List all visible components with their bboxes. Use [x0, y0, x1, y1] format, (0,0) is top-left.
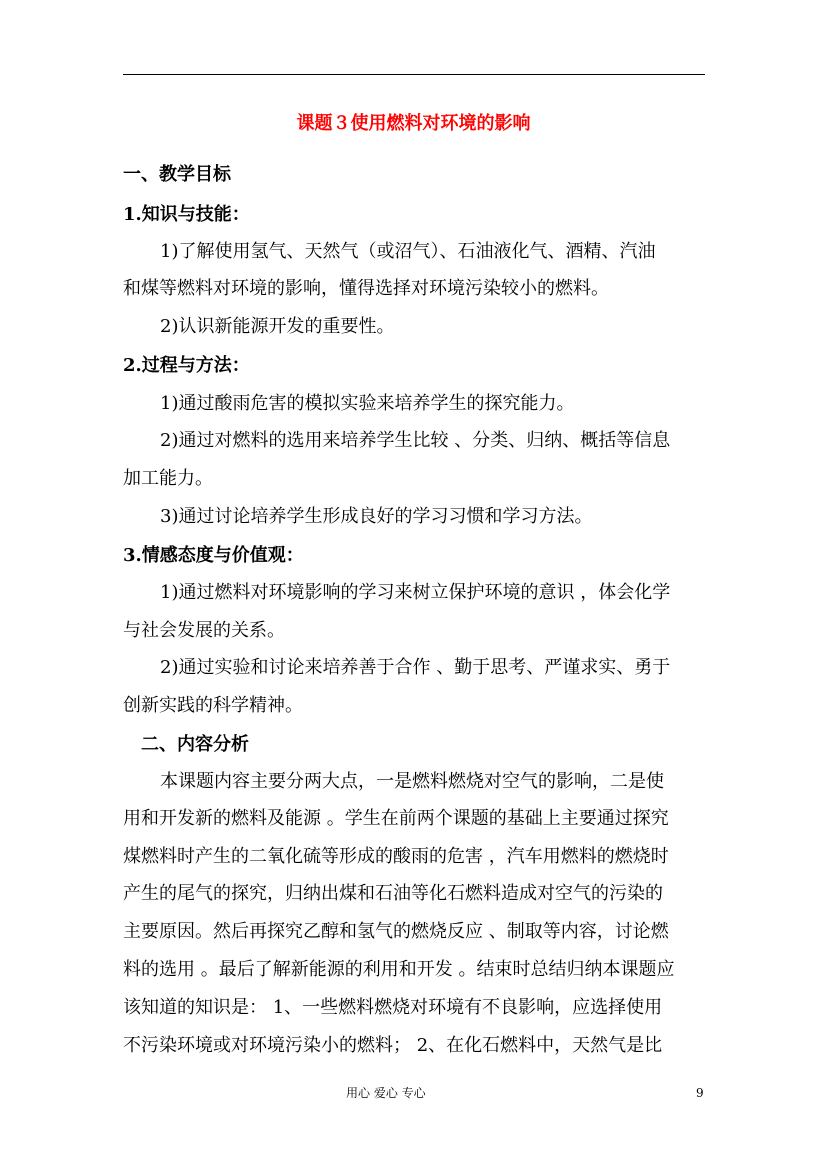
paragraph-line: 该知道的知识是： 1、一些燃料燃烧对环境有不良影响，应选择使用 — [123, 997, 663, 1018]
paragraph-line: 1)了解使用氢气、天然气（或沼气）、石油液化气、酒精、汽油 — [160, 241, 656, 262]
subsection-heading-emotion: 3.情感态度与价值观： — [123, 545, 304, 566]
section-heading-goals: 一、教学目标 — [123, 164, 231, 185]
footer-motto: 用心 爱心 专心 — [346, 1086, 426, 1100]
page-number: 9 — [696, 1086, 704, 1100]
header-rule — [123, 74, 705, 75]
paragraph-line: 3)通过讨论培养学生形成良好的学习习惯和学习方法。 — [160, 506, 593, 527]
paragraph-line: 1)通过酸雨危害的模拟实验来培养学生的探究能力。 — [160, 393, 575, 414]
paragraph-line: 产生的尾气的探究，归纳出煤和石油等化石燃料造成对空气的污染的 — [123, 883, 663, 904]
paragraph-line: 主要原因。然后再探究乙醇和氢气的燃烧反应 、制取等内容，讨论燃 — [123, 921, 669, 942]
paragraph-line: 不污染环境或对环境污染小的燃料； 2、在化石燃料中，天然气是比 — [123, 1035, 663, 1056]
page-title: 课题３使用燃料对环境的影响 — [296, 113, 531, 134]
paragraph-line: 2)通过实验和讨论来培养善于合作 、勤于思考、严谨求实、勇于 — [160, 657, 671, 678]
subsection-heading-process: 2.过程与方法： — [123, 355, 250, 376]
subsection-heading-knowledge: 1.知识与技能： — [123, 204, 250, 225]
paragraph-line: 2)通过对燃料的选用来培养学生比较 、分类、归纳、概括等信息 — [160, 430, 671, 451]
paragraph-line: 1)通过燃料对环境影响的学习来树立保护环境的意识 ，体会化学 — [160, 582, 671, 603]
paragraph-line: 用和开发新的燃料及能源 。学生在前两个课题的基础上主要通过探究 — [123, 808, 669, 829]
paragraph-line: 与社会发展的关系。 — [123, 620, 285, 641]
section-heading-content: 二、内容分析 — [141, 734, 249, 755]
paragraph-line: 料的选用 。最后了解新能源的利用和开发 。结束时总结归纳本课题应 — [123, 959, 675, 980]
paragraph-line: 2)认识新能源开发的重要性。 — [160, 316, 395, 337]
paragraph-line: 煤燃料时产生的二氧化硫等形成的酸雨的危害 ，汽车用燃料的燃烧时 — [123, 846, 669, 867]
paragraph-line: 加工能力。 — [123, 468, 213, 489]
paragraph-line: 本课题内容主要分两大点，一是燃料燃烧对空气的影响，二是使 — [160, 771, 664, 792]
paragraph-line: 创新实践的科学精神。 — [123, 695, 303, 716]
paragraph-line: 和煤等燃料对环境的影响，懂得选择对环境污染较小的燃料。 — [123, 278, 609, 299]
